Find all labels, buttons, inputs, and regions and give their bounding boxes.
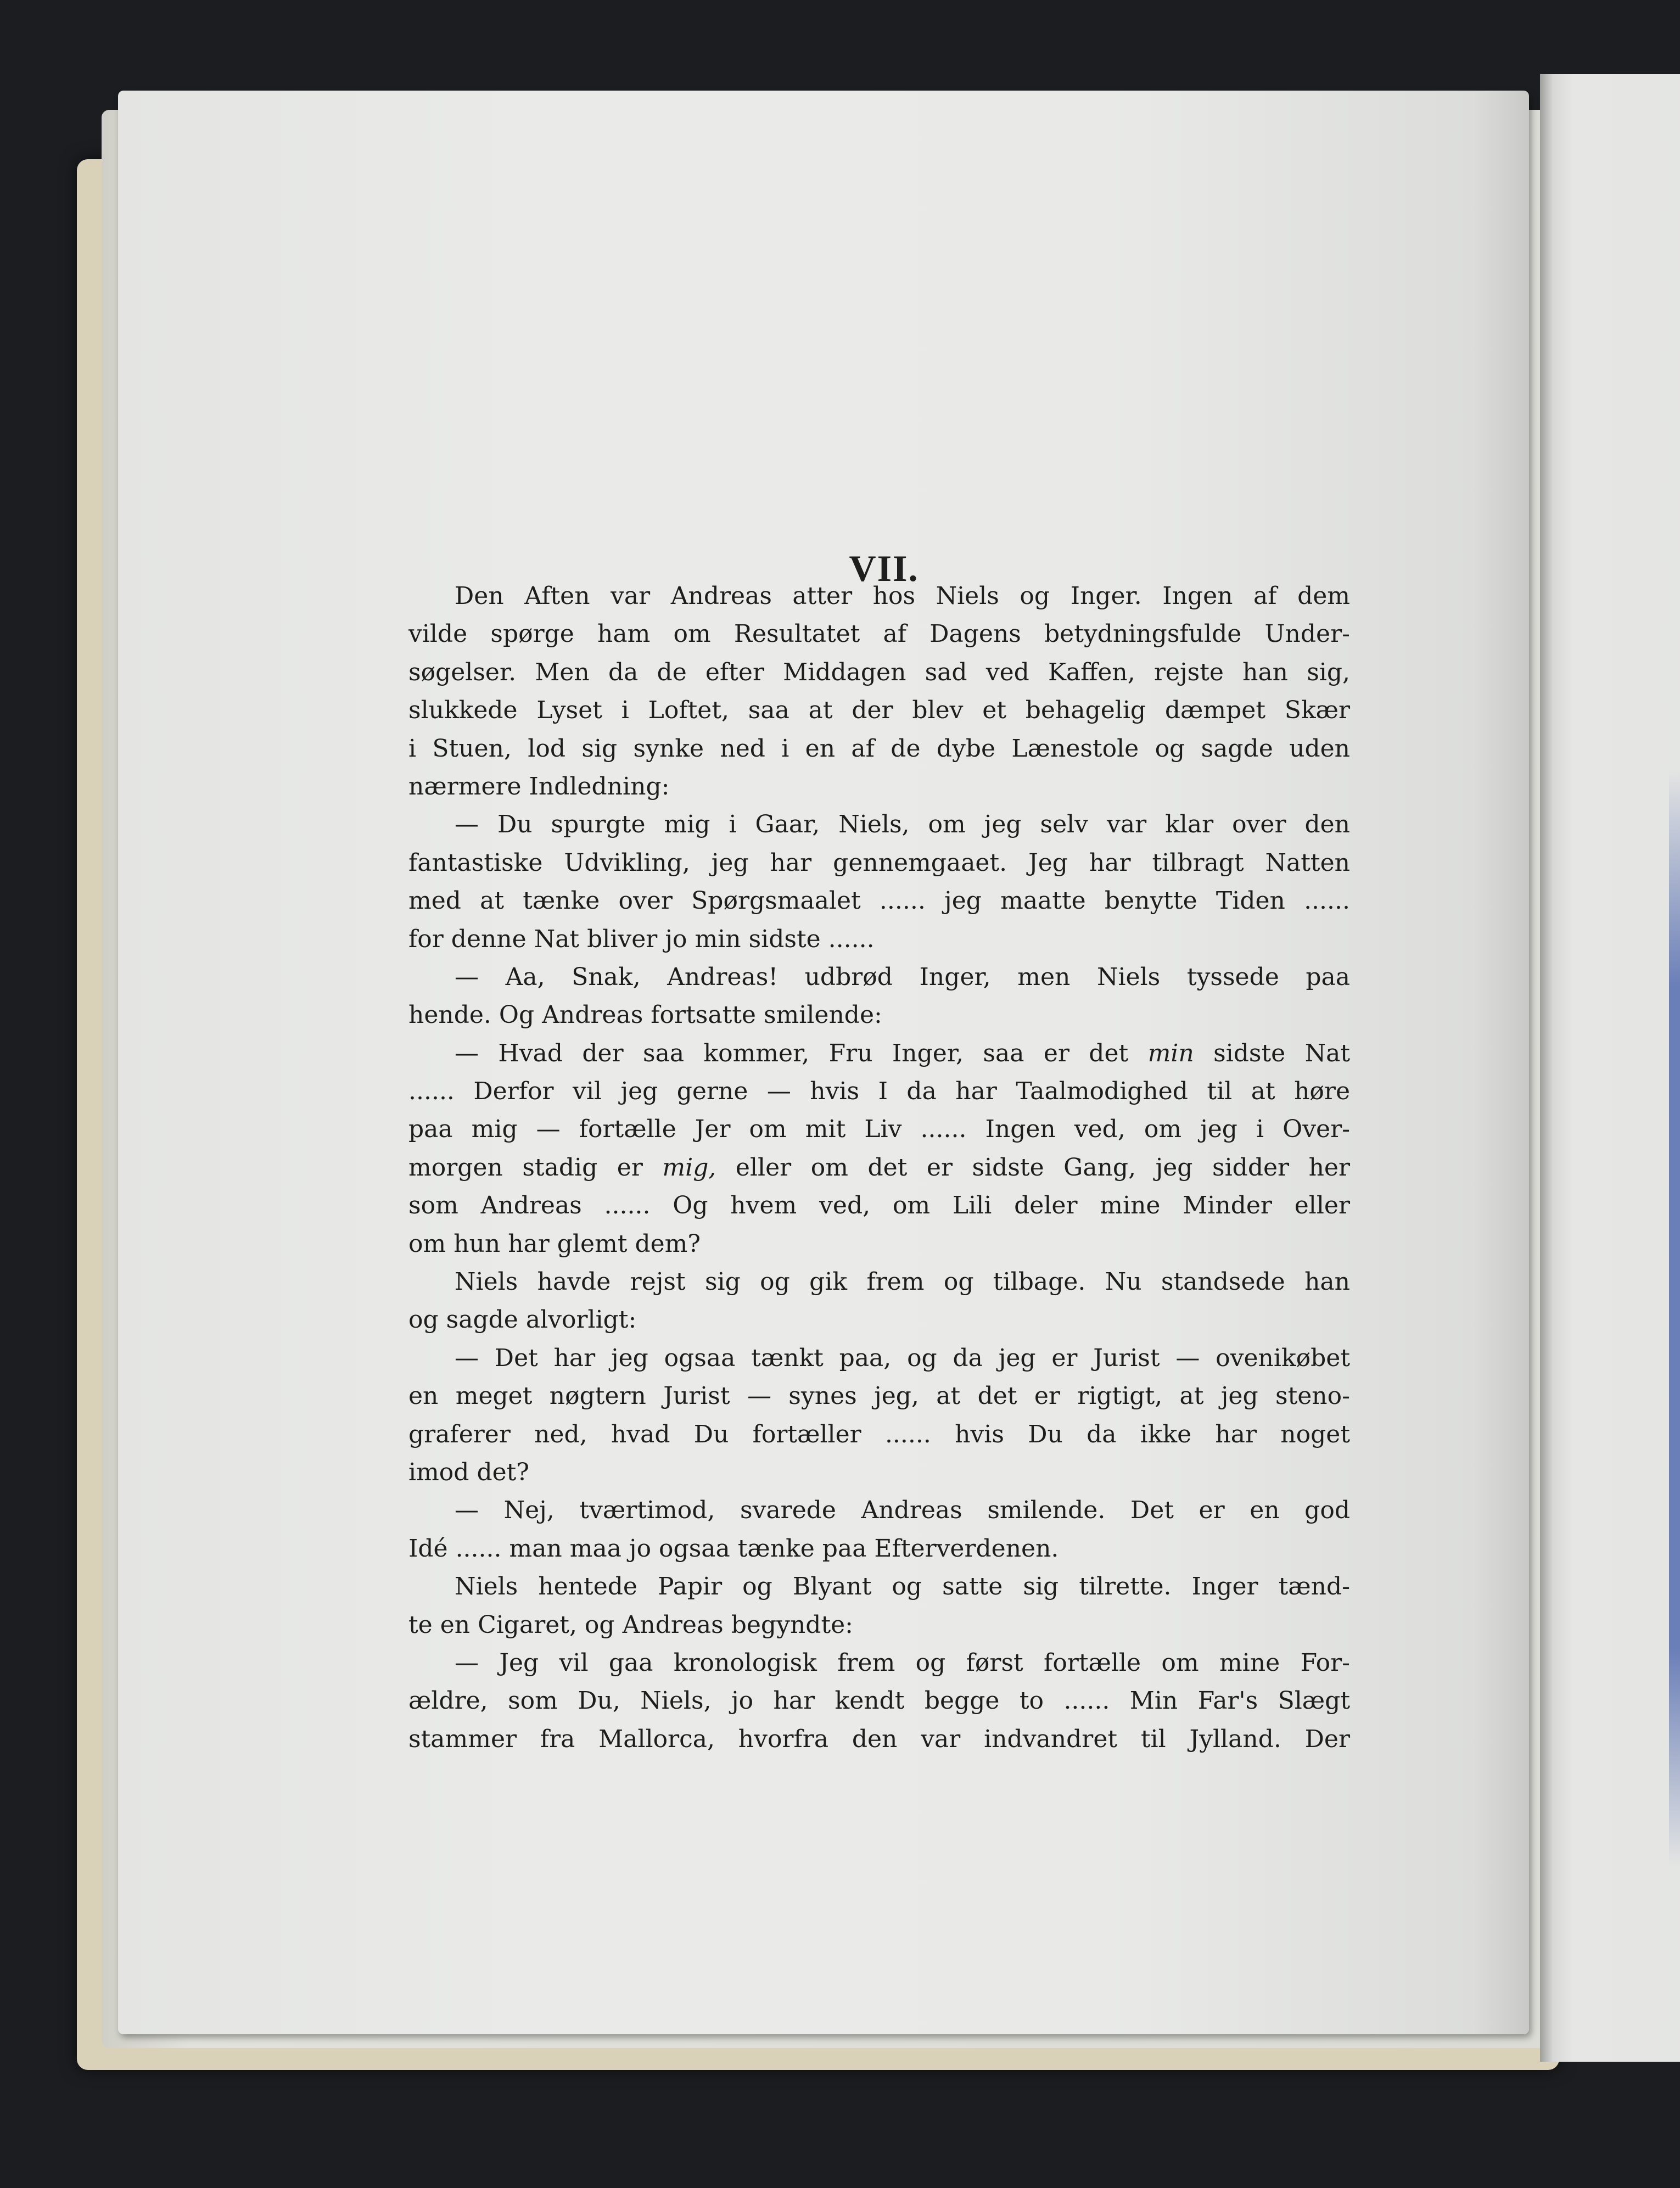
text-line: morgen stadig er mig, eller om det er sidste Gang, jeg sidder her: [408, 1153, 1351, 1182]
paragraph: [408, 577, 1350, 805]
text-line: nærmere Indledning:: [408, 772, 670, 801]
paragraph: [408, 1339, 1350, 1492]
text-line: — Du spurgte mig i Gaar, Niels, om jeg selv var klar over den: [455, 810, 1350, 839]
text-line: Niels hentede Papir og Blyant og satte sig tilrette. Inger tænd-: [455, 1573, 1350, 1601]
text-line: og sagde alvorligt:: [408, 1306, 637, 1334]
text-line: fantastiske Udvikling, jeg har gennemgaaet. Jeg har tilbragt Natten: [408, 848, 1350, 877]
text-line: — Aa, Snak, Andreas! udbrød Inger, men Niels tyssede paa: [455, 963, 1350, 991]
paragraph: [408, 805, 1350, 958]
text-line: søgelser. Men da de efter Middagen sad ved Kaffen, rejste han sig,: [408, 658, 1350, 686]
text-line: Den Aften var Andreas atter hos Niels og Inger. Ingen af dem: [455, 582, 1350, 610]
paragraph: [408, 1644, 1350, 1758]
text-line: hende. Og Andreas fortsatte smilende:: [408, 1001, 882, 1029]
facing-page: [1540, 74, 1680, 2062]
text-line: — Nej, tværtimod, svarede Andreas smilende. Det er en god: [455, 1496, 1350, 1525]
text-line: som Andreas ...... Og hvem ved, om Lili deler mine Minder eller: [408, 1191, 1350, 1220]
text-line: ældre, som Du, Niels, jo har kendt begge to ...... Min Far's Slægt: [408, 1687, 1350, 1715]
text-line: — Jeg vil gaa kronologisk frem og først fortælle om mine For-: [455, 1648, 1350, 1677]
text-line: i Stuen, lod sig synke ned i en af de dybe Lænestole og sagde uden: [408, 734, 1350, 763]
text-line: ...... Derfor vil jeg gerne — hvis I da har Taalmodighed til at høre: [408, 1077, 1350, 1106]
text-line: graferer ned, hvad Du fortæller ...... hvis Du da ikke har noget: [408, 1420, 1350, 1448]
text-line: om hun har glemt dem?: [408, 1229, 701, 1258]
text-line: Idé ...... man maa jo ogsaa tænke paa Efterverdenen.: [408, 1534, 1059, 1563]
text-line: Niels havde rejst sig og gik frem og tilbage. Nu standsede han: [455, 1268, 1350, 1296]
paragraph: [408, 958, 1350, 1034]
paragraph: [408, 1568, 1350, 1644]
paragraph: [408, 1263, 1350, 1339]
text-line: — Hvad der saa kommer, Fru Inger, saa er det min sidste Nat: [455, 1039, 1350, 1067]
chapter-title: VII.: [849, 547, 919, 589]
text-line: med at tænke over Spørgsmaalet ...... jeg maatte benytte Tiden ......: [408, 887, 1350, 915]
italic-word: min: [1147, 1039, 1194, 1067]
page-body-text: [408, 577, 1350, 1758]
text-line: te en Cigaret, og Andreas begyndte:: [408, 1610, 854, 1639]
italic-word: mig,: [662, 1153, 716, 1182]
paragraph: [408, 1491, 1350, 1568]
text-line: stammer fra Mallorca, hvorfra den var indvandret til Jylland. Der: [408, 1725, 1350, 1753]
text-line: slukkede Lyset i Loftet, saa at der blev et behagelig dæmpet Skær: [408, 696, 1350, 725]
text-line: en meget nøgtern Jurist — synes jeg, at det er rigtigt, at jeg steno-: [408, 1382, 1350, 1411]
paragraph: [408, 1034, 1350, 1263]
text-line: paa mig — fortælle Jer om mit Liv ...... Ingen ved, om jeg i Over-: [408, 1115, 1350, 1144]
text-line: vilde spørge ham om Resultatet af Dagens betydningsfulde Under-: [408, 620, 1350, 648]
text-line: imod det?: [408, 1458, 529, 1486]
text-line: — Det har jeg ogsaa tænkt paa, og da jeg er Jurist — ovenikøbet: [455, 1344, 1350, 1372]
facing-page-blue-edge: [1669, 769, 1680, 1867]
text-line: for denne Nat bliver jo min sidste ......: [408, 925, 875, 953]
